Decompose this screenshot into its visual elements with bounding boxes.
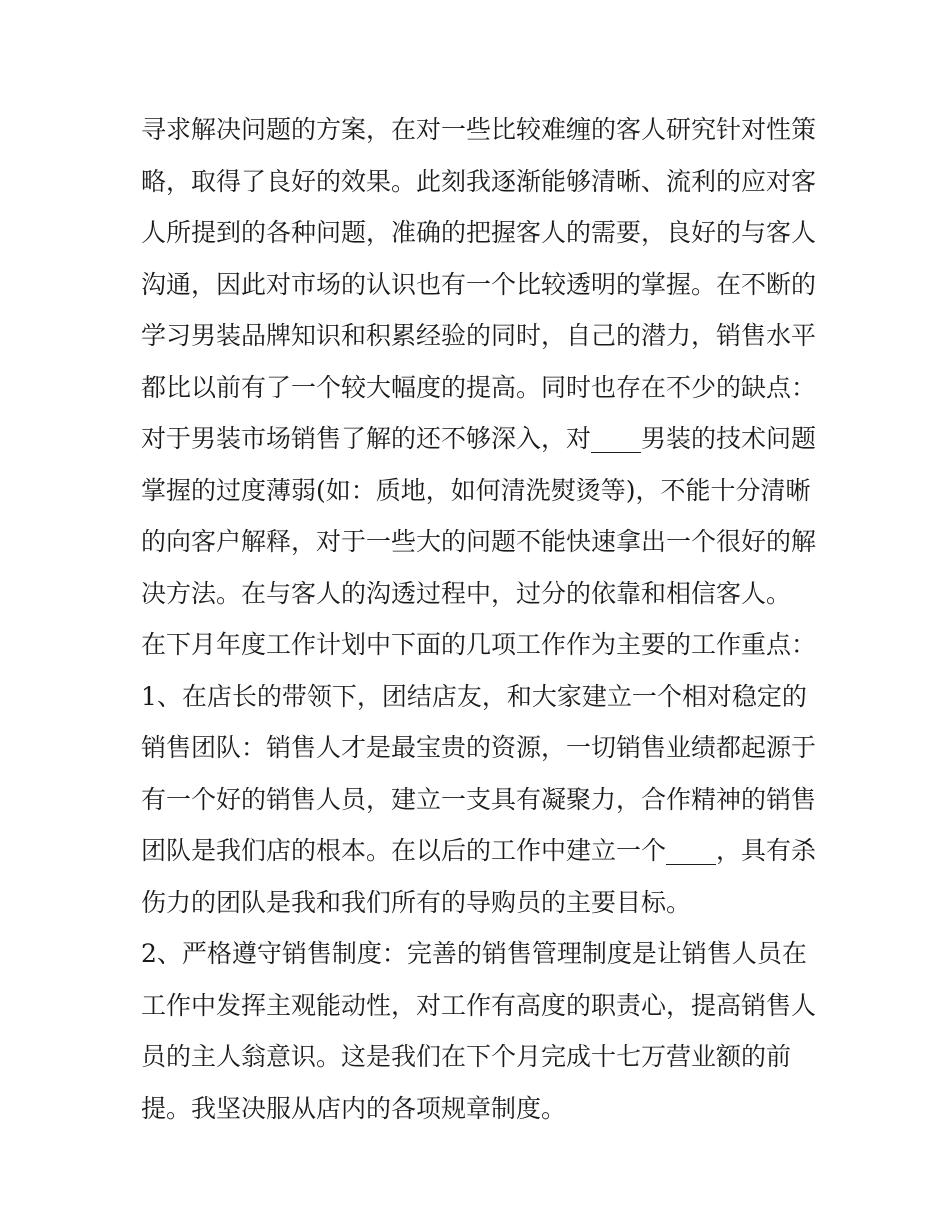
list-item-line: 1、在店长的带领下，团结店友，和大家建立一个相对稳定的 xyxy=(141,681,807,711)
text-line: 员的主人翁意识。这是我们在下个月完成十七万营业额的前 xyxy=(141,1042,792,1071)
text-line: 沟通，因此对市场的认识也有一个比较透明的掌握。在不断的 xyxy=(141,269,817,299)
list-item-line: 2、严格遵守销售制度：完善的销售管理制度是让销售人员在 xyxy=(141,939,807,968)
text-line: 团队是我们店的根本。在以后的工作中建立一个____，具有杀 xyxy=(141,836,817,865)
text-line: 人所提到的各种问题，准确的把握客人的需要，良好的与客人 xyxy=(141,218,817,247)
text-line: 掌握的过度薄弱(如：质地，如何清洗熨烫等)，不能十分清晰 xyxy=(141,475,811,505)
text-line: 在下月年度工作计划中下面的几项工作作为主要的工作重点： xyxy=(141,630,817,659)
text-line: 寻求解决问题的方案，在对一些比较难缠的客人研究针对性策 xyxy=(141,115,817,144)
body-text xyxy=(141,104,821,1134)
text-line: 销售团队：销售人才是最宝贵的资源，一切销售业绩都起源于 xyxy=(141,733,817,762)
text-line: 略，取得了良好的效果。此刻我逐渐能够清晰、流利的应对客 xyxy=(141,166,817,196)
text-line: 有一个好的销售人员，建立一支具有凝聚力，合作精神的销售 xyxy=(141,784,817,814)
text-line: 伤力的团队是我和我们所有的导购员的主要目标。 xyxy=(141,887,692,917)
text-line: 提。我坚决服从店内的各项规章制度。 xyxy=(141,1093,567,1123)
text-line: 决方法。在与客人的沟透过程中，过分的依靠和相信客人。 xyxy=(141,578,792,608)
text-line: 的向客户解释，对于一些大的问题不能快速拿出一个很好的解 xyxy=(141,527,817,556)
text-line: 学习男装品牌知识和积累经验的同时，自己的潜力，销售水平 xyxy=(141,321,817,350)
text-line: 都比以前有了一个较大幅度的提高。同时也存在不少的缺点： xyxy=(141,372,817,402)
text-line: 对于男装市场销售了解的还不够深入，对____男装的技术问题 xyxy=(141,424,817,453)
text-line: 工作中发挥主观能动性，对工作有高度的职责心，提高销售人 xyxy=(141,990,817,1020)
